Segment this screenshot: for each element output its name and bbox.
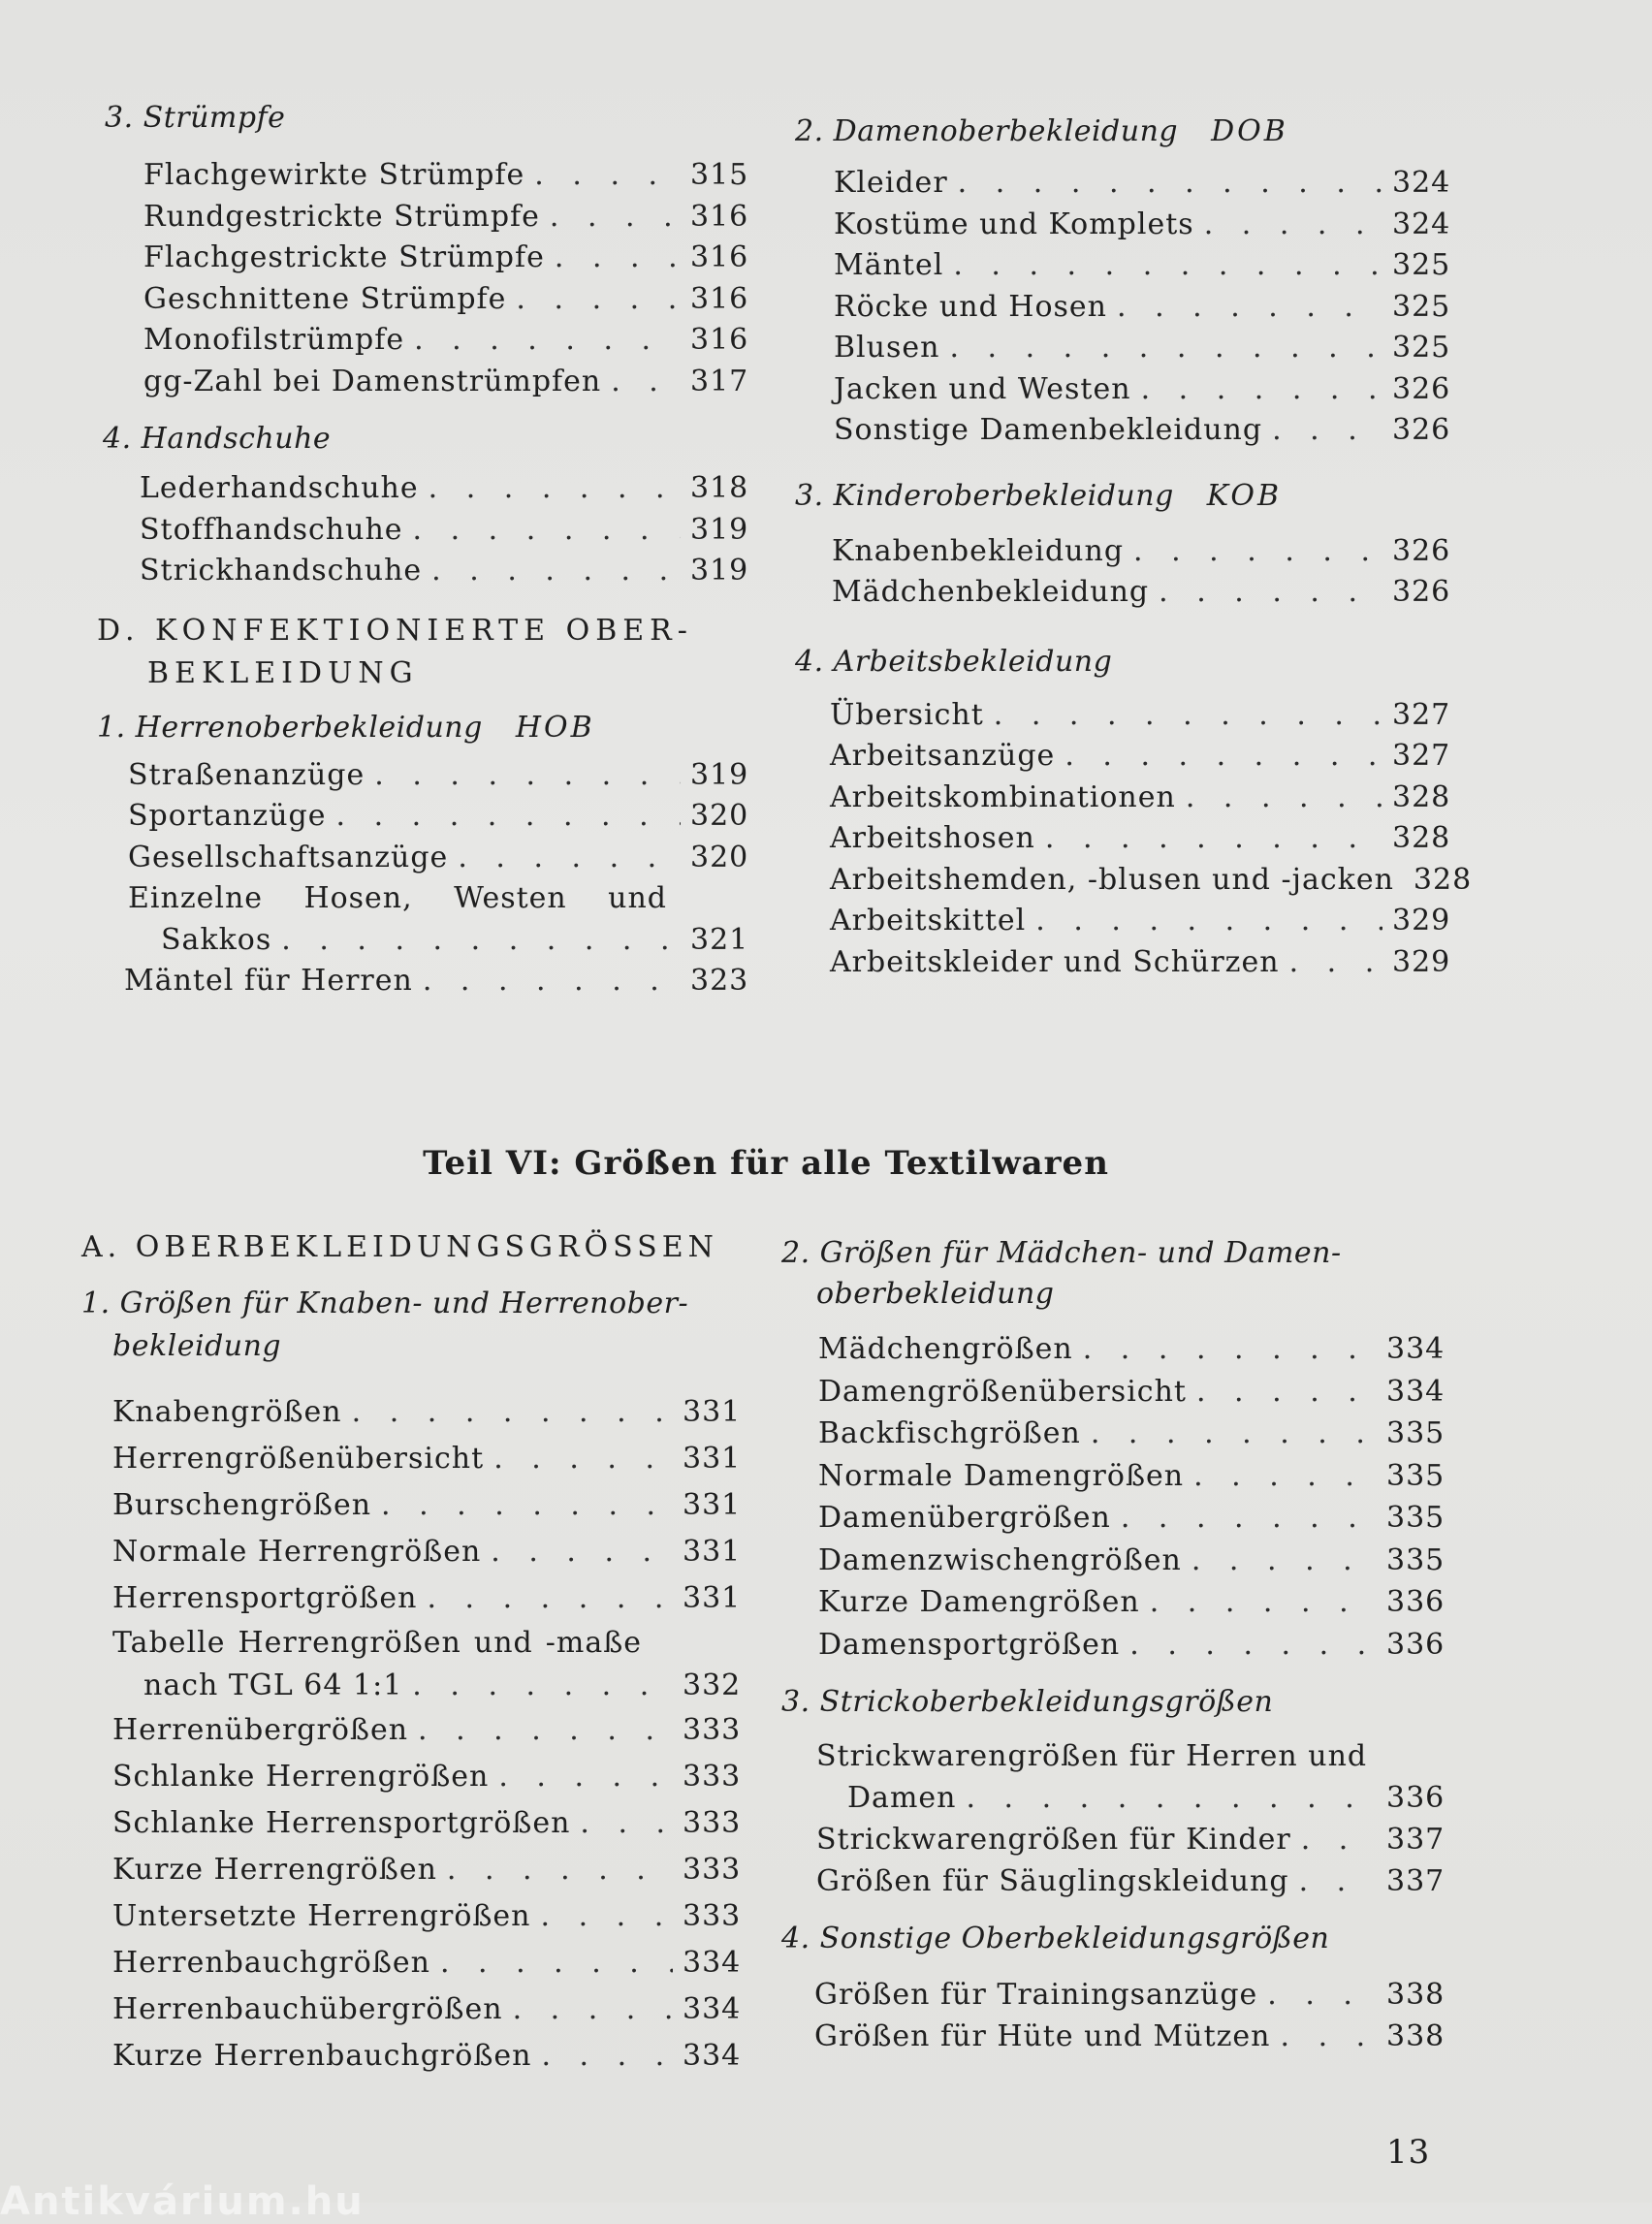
toc-list-dob: [834, 163, 1451, 452]
toc-entry: Mäntel . . . 325: [834, 245, 1446, 287]
dot-leader: [427, 1575, 673, 1622]
dot-leader: [1196, 1371, 1377, 1414]
dot-leader: [1045, 818, 1382, 860]
toc-list-strickgroessen: [816, 1735, 1446, 1902]
toc-entry: Arbeitskombinationen . . . 328: [830, 778, 1446, 819]
dot-leader: [1204, 205, 1382, 246]
dot-leader: [541, 1893, 673, 1940]
toc-entry: Arbeitshemden, -blusen und -jacken 328: [830, 862, 1473, 897]
toc-entry: Arbeitskittel . . . 329: [830, 901, 1446, 942]
dot-leader: [491, 1529, 673, 1575]
section-title-handschuhe: 4. Handschuhe: [103, 422, 332, 456]
dot-leader: [1281, 2016, 1377, 2057]
dot-leader: [1129, 1624, 1377, 1667]
toc-entry: Herrengrößenübersicht . . . 331: [112, 1436, 737, 1482]
dot-leader: [498, 1754, 673, 1800]
dot-leader: [994, 695, 1382, 737]
toc-entry: Herrenbauchgrößen . . . 334: [112, 1940, 737, 1986]
toc-entry: Flachgestrickte Strümpfe . . . 316: [143, 238, 745, 279]
toc-entry: Damenübergrößen . . . 335: [818, 1497, 1441, 1540]
part-title: Teil VI: Größen für alle Textilwaren: [423, 1144, 1109, 1183]
dot-leader: [1035, 901, 1382, 942]
toc-list-strumpfe: [143, 155, 749, 402]
toc-entry: Jacken und Westen . . . 326: [834, 369, 1446, 411]
dot-leader: [1083, 1328, 1377, 1371]
dot-leader: [1289, 942, 1382, 984]
dot-leader: [429, 468, 681, 510]
toc-entry: Herrenbauchübergrößen . . . 334: [112, 1986, 737, 2033]
toc-entry: Größen für Hüte und Mützen . . . 338: [814, 2016, 1441, 2057]
toc-entry: Schlanke Herrensportgrößen . . . 333: [112, 1800, 737, 1847]
toc-entry: Gesellschaftsanzüge . . . 320: [128, 838, 745, 879]
toc-entry: Strickhandschuhe . . . 319: [140, 551, 745, 592]
toc-entry-wrapped: Einzelne Hosen, Westen und Sakkos . . . 321: [128, 878, 745, 961]
dot-leader: [534, 155, 681, 197]
toc-entry: Arbeitshosen . . . 328: [830, 818, 1446, 860]
toc-list-damengroessen: [818, 1328, 1446, 1666]
toc-entry: Monofilstrümpfe . . . 316: [143, 320, 745, 362]
toc-entry: Schlanke Herrengrößen . . . 333: [112, 1754, 737, 1800]
part-a-heading: A. OBERBEKLEIDUNGSGRÖSSEN: [81, 1230, 718, 1264]
toc-entry: Strickwarengrößen für Kinder . . . 337: [816, 1819, 1441, 1860]
dot-leader: [281, 920, 681, 962]
dot-leader: [516, 279, 681, 321]
toc-entry: Mäntel für Herren . . . 323: [124, 961, 745, 1002]
toc-entry: Herrensportgrößen . . . 331: [112, 1575, 737, 1622]
toc-entry: Kostüme und Komplets . . . 324: [834, 205, 1446, 246]
dot-leader: [381, 1482, 673, 1529]
dot-leader: [458, 838, 681, 879]
section-title-sonstige: 4. Sonstige Oberbekleidungsgrößen: [781, 1922, 1330, 1955]
toc-entry: Backfischgrößen . . . 335: [818, 1413, 1441, 1455]
toc-list-kob: [832, 531, 1451, 614]
toc-entry: Normale Damengrößen . . . 335: [818, 1455, 1441, 1498]
toc-list-handschuhe: [140, 468, 749, 592]
dot-leader: [953, 245, 1382, 287]
toc-entry: Mädchengrößen . . . 334: [818, 1328, 1441, 1371]
section-title-kob: 3. Kinderoberbekleidung KOB: [795, 478, 1283, 513]
toc-entry: Flachgewirkte Strümpfe . . . 315: [143, 155, 745, 197]
dot-leader: [1117, 287, 1382, 329]
section-title-herrengroessen: 1. Größen für Knaben- und Herrenober- bekleidung: [81, 1287, 689, 1363]
toc-entry: Kurze Herrengrößen . . . 333: [112, 1847, 737, 1893]
dot-leader: [418, 1707, 673, 1754]
dot-leader: [1121, 1497, 1377, 1540]
dot-leader: [513, 1986, 673, 2033]
toc-entry: Kurze Damengrößen . . . 336: [818, 1581, 1441, 1624]
toc-entry: Arbeitsanzüge . . . 327: [830, 736, 1446, 778]
right-top-column: [795, 112, 1473, 983]
dot-leader: [1272, 410, 1382, 452]
toc-entry: Übersicht . . . 327: [830, 695, 1446, 737]
dot-leader: [431, 551, 681, 592]
toc-entry: Normale Herrengrößen . . . 331: [112, 1529, 737, 1575]
section-title-arbeitsbekleidung: 4. Arbeitsbekleidung: [795, 644, 1113, 679]
toc-entry: Untersetzte Herrengrößen . . . 333: [112, 1893, 737, 1940]
toc-list-arbeitsbekleidung: [830, 695, 1473, 984]
toc-entry: Blusen . . . 325: [834, 328, 1446, 369]
toc-list-sonstige: [814, 1974, 1446, 2057]
toc-entry: Sonstige Damenbekleidung . . . 326: [834, 410, 1446, 452]
dot-leader: [550, 197, 681, 238]
toc-entry: Geschnittene Strümpfe . . . 316: [143, 279, 745, 321]
toc-list-hob: [124, 755, 749, 1002]
right-bottom-column: [781, 1233, 1446, 2057]
dot-leader: [611, 362, 681, 403]
dot-leader: [336, 796, 681, 838]
toc-entry: Mädchenbekleidung . . . 326: [832, 572, 1446, 614]
toc-entry: Knabenbekleidung . . . 326: [832, 531, 1446, 573]
toc-entry: gg-Zahl bei Damenstrümpfen . . . 317: [143, 362, 745, 403]
part-d-heading: D. KONFEKTIONIERTE OBER- BEKLEIDUNG: [97, 613, 693, 690]
dot-leader: [949, 328, 1382, 369]
dot-leader: [1267, 1974, 1377, 2016]
toc-entry: Stoffhandschuhe . . . 319: [140, 510, 745, 552]
dot-leader: [1064, 736, 1382, 778]
toc-entry: Herrenübergrößen . . . 333: [112, 1707, 737, 1754]
dot-leader: [1141, 369, 1382, 411]
dot-leader: [447, 1847, 673, 1893]
toc-entry-wrapped: Strickwarengrößen für Herren und Damen . . . 336: [816, 1735, 1441, 1819]
section-title-hob: 1. Herrenoberbekleidung HOB: [97, 710, 595, 745]
watermark: Antikvárium.hu: [0, 2179, 365, 2224]
page-number: 13: [1386, 2133, 1431, 2172]
toc-entry: Damenzwischengrößen . . . 335: [818, 1540, 1441, 1582]
section-title-dob: 2. Damenoberbekleidung DOB: [795, 114, 1288, 148]
dot-leader: [1299, 1860, 1377, 1902]
toc-entry: Größen für Trainingsanzüge . . . 338: [814, 1974, 1441, 2016]
section-title-strickgroessen: 3. Strickoberbekleidungsgrößen: [781, 1685, 1274, 1719]
toc-entry: Knabengrößen . . . 331: [112, 1389, 737, 1436]
dot-leader: [423, 961, 681, 1002]
left-top-column: [97, 99, 749, 1002]
toc-entry: Lederhandschuhe . . . 318: [140, 468, 745, 510]
toc-entry: Damensportgrößen . . . 336: [818, 1624, 1441, 1667]
toc-entry: Größen für Säuglingskleidung . . . 337: [816, 1860, 1441, 1902]
toc-entry: Burschengrößen . . . 331: [112, 1482, 737, 1529]
toc-entry: Rundgestrickte Strümpfe . . . 316: [143, 197, 745, 238]
toc-entry: Arbeitskleider und Schürzen . . . 329: [830, 942, 1446, 984]
toc-entry: Röcke und Hosen . . . 325: [834, 287, 1446, 329]
dot-leader: [414, 320, 681, 362]
toc-entry: Straßenanzüge . . . 319: [128, 755, 745, 797]
section-title-damengroessen: 2. Größen für Mädchen- und Damen- oberbekleidung: [781, 1236, 1342, 1311]
dot-leader: [413, 510, 681, 552]
dot-leader: [958, 163, 1382, 205]
toc-list-herrengroessen: [112, 1389, 742, 2080]
left-bottom-column: [81, 1226, 742, 2080]
dot-leader: [352, 1389, 673, 1436]
dot-leader: [541, 2033, 673, 2080]
dot-leader: [1193, 1455, 1377, 1498]
dot-leader: [1186, 778, 1382, 819]
section-title-strumpfe: 3. Strümpfe: [105, 101, 286, 135]
toc-entry-wrapped: Tabelle Herrengrößen und -maße nach TGL 64 1:1 . . . 332: [112, 1622, 737, 1707]
toc-entry: Kleider . . . 324: [834, 163, 1446, 205]
dot-leader: [440, 1940, 673, 1986]
dot-leader: [1133, 531, 1382, 573]
dot-leader: [1150, 1581, 1377, 1624]
toc-entry: Kurze Herrenbauchgrößen . . . 334: [112, 2033, 737, 2080]
toc-entry: Damengrößenübersicht . . . 334: [818, 1371, 1441, 1414]
dot-leader: [1191, 1540, 1377, 1582]
dot-leader: [555, 238, 681, 279]
dot-leader: [1091, 1413, 1377, 1455]
dot-leader: [966, 1777, 1377, 1819]
toc-entry: Sportanzüge . . . 320: [128, 796, 745, 838]
dot-leader: [1159, 572, 1382, 614]
dot-leader: [580, 1800, 673, 1847]
dot-leader: [1301, 1819, 1377, 1860]
dot-leader: [374, 755, 681, 797]
dot-leader: [412, 1665, 673, 1707]
dot-leader: [493, 1436, 673, 1482]
